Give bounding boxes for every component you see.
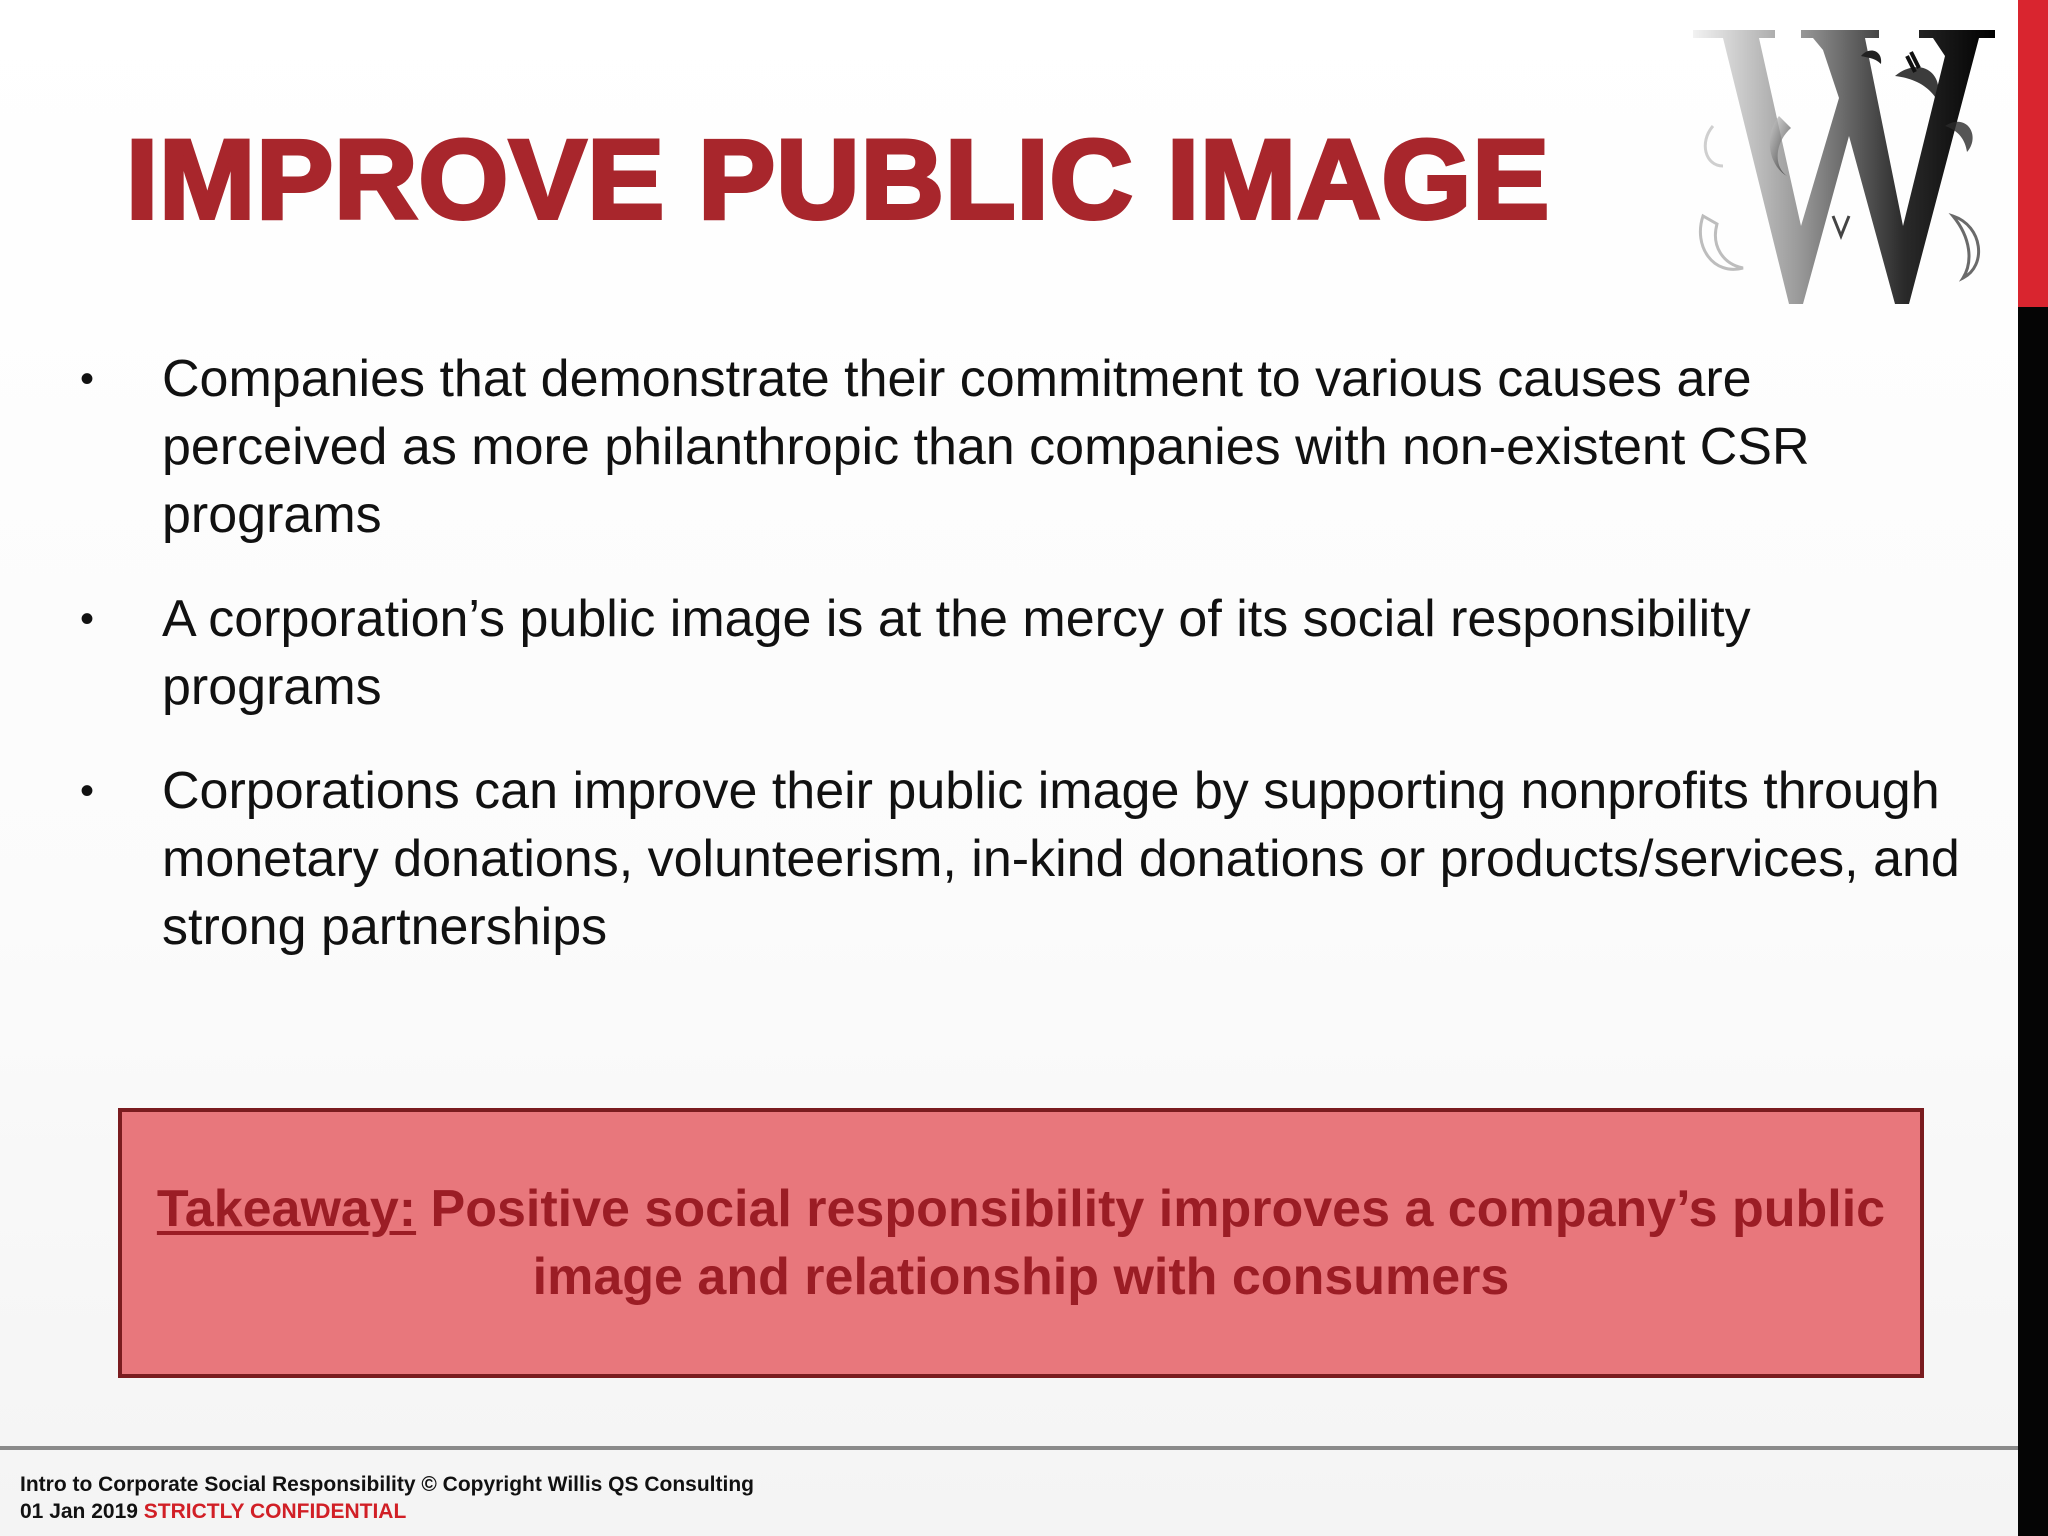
takeaway-text: [151, 1175, 1891, 1311]
bullet-item: [80, 757, 1980, 961]
bullet-marker: •: [80, 769, 95, 813]
bullet-item: [80, 585, 1980, 721]
w-monogram: [1693, 30, 1995, 304]
bullet-text: Corporations can improve their public image by supporting nonprofits through monetary donations, volunteerism, in-kind donations or products/services, and strong partnerships: [162, 762, 1960, 956]
right-accent-bar-black: [2018, 307, 2048, 1536]
takeaway-label: Takeaway:: [156, 1180, 417, 1238]
bullet-text: A corporation’s public image is at the mercy of its social responsibility programs: [162, 590, 1751, 716]
takeaway-body: Positive social responsibility improves a company’s public image and relationship with consumers: [430, 1180, 1886, 1306]
footer-confidential: STRICTLY CONFIDENTIAL: [143, 1500, 407, 1523]
bullet-item: [80, 345, 1980, 549]
bullet-list: [80, 345, 1980, 997]
bullet-marker: •: [80, 357, 95, 401]
takeaway-box: [118, 1108, 1924, 1378]
bullet-marker: •: [80, 597, 95, 641]
bullet-text: Companies that demonstrate their commitment to various causes are perceived as more philanthropic than companies with non-existent CSR programs: [162, 350, 1810, 544]
footer-meta: [20, 1498, 754, 1525]
ornamental-w-monogram-icon: [1683, 16, 2003, 312]
footer: [20, 1471, 754, 1525]
footer-copyright: Intro to Corporate Social Responsibility © Copyright Willis QS Consulting: [20, 1473, 754, 1496]
footer-divider: [0, 1446, 2018, 1450]
slide-title: IMPROVE PUBLIC IMAGE: [126, 117, 1551, 242]
right-accent-bar-red: [2018, 0, 2048, 307]
footer-date: 01 Jan 2019: [20, 1500, 138, 1523]
